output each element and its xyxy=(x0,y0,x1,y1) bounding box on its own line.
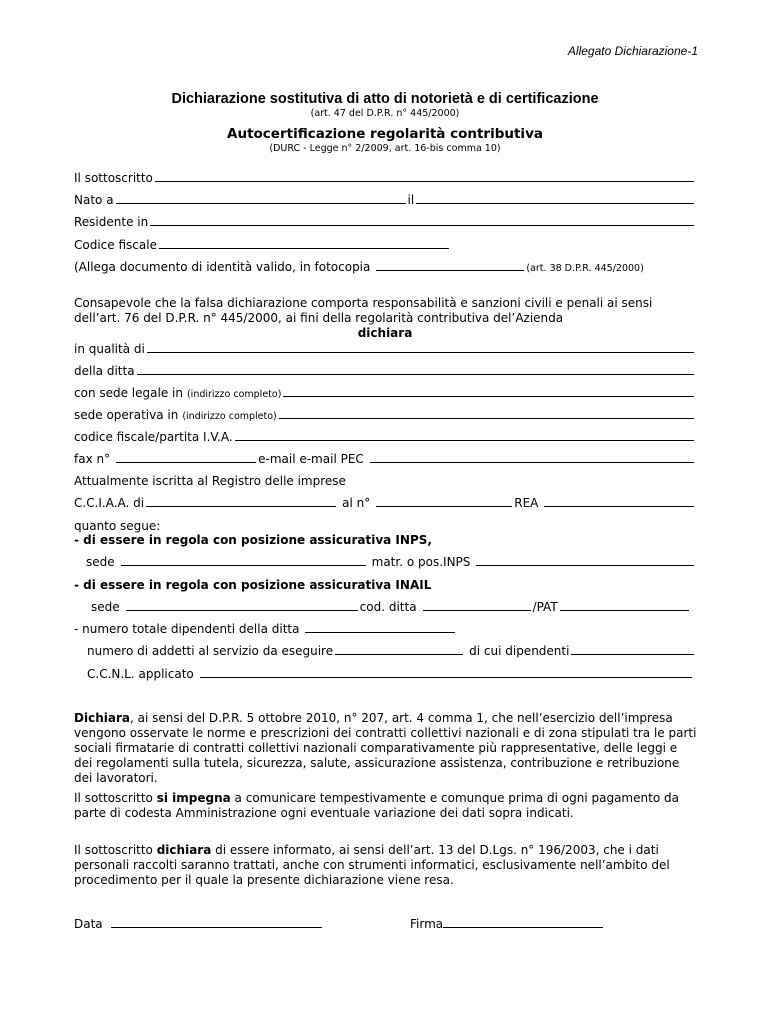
consapevole-text1: Consapevole che la falsa dichiarazione comporta responsabilità e sanzioni civili e penali ai sensi xyxy=(74,296,653,310)
qualita-field[interactable] xyxy=(147,351,694,353)
firma-row xyxy=(410,917,605,931)
rea-field[interactable] xyxy=(544,505,694,507)
ditta-label: della ditta xyxy=(74,364,135,378)
allega-field[interactable] xyxy=(376,269,524,271)
firma-label: Firma xyxy=(410,917,444,931)
fax-field[interactable] xyxy=(116,461,256,463)
numero-addetti-label: numero di addetti al servizio da eseguire xyxy=(87,644,334,658)
qualita-label: in qualità di xyxy=(74,342,145,356)
sede-operativa-label: sede operativa in xyxy=(74,408,179,422)
inail-title: - di essere in regola con posizione assicurativa INAIL xyxy=(74,578,432,592)
paragraph-impegna xyxy=(74,791,698,821)
attualmente-label: Attualmente iscritta al Registro delle imprese xyxy=(74,474,346,488)
paragraph-dichiara xyxy=(74,711,698,786)
second-subtitle: (DURC - Legge n° 2/2009, art. 16-bis comma 10) xyxy=(269,143,501,154)
p3-text: di essere informato, ai sensi dell’art. 13 del D.Lgs. n° 196/2003, che i dati personali raccolti saranno trattati, anche con strumenti informatici, esclusivamente nell’ambito del procedimento per il quale la presente dichiarazione viene resa. xyxy=(74,843,670,887)
consapevole-text2: dell’art. 76 del D.P.R. n° 445/2000, ai fini della regolarità contributiva del’Azienda xyxy=(74,311,564,325)
allega-row xyxy=(74,260,696,274)
al-n-label: al n° xyxy=(342,496,371,510)
inps-matr-field[interactable] xyxy=(476,564,694,566)
sottoscritto-label: Il sottoscritto xyxy=(74,171,153,185)
ccnl-field[interactable] xyxy=(200,676,692,678)
data-row xyxy=(74,917,324,931)
inps-title-row xyxy=(74,533,696,547)
sede-operativa-row xyxy=(74,408,696,422)
inail-sede-field[interactable] xyxy=(126,609,358,611)
p2-text: a comunicare tempestivamente e comunque prima di ogni pagamento da parte di codesta Amministrazione ogni eventuale variazione dei dati sopra indicati. xyxy=(74,791,679,820)
consapevole-line2 xyxy=(74,311,696,325)
sede-legale-row xyxy=(74,386,696,400)
p1-text: , ai sensi del D.P.R. 5 ottobre 2010, n° 207, art. 4 comma 1, che nell’esercizio dell’impresa vengono osservate le norme e prescrizioni dei contratti collettivi nazionali e di zona stipulati tra le parti sociali firmatarie di contratti collettivi nazionali comparativamente più rappresentative, delle leggi e dei regolamenti sulla tutela, sicurezza, salute, assicurazione assistenza, contribuzione e retribuzione dei lavoratori. xyxy=(74,711,697,785)
inail-cod-label: cod. ditta xyxy=(359,600,417,614)
indirizzo-hint-1: (indirizzo completo) xyxy=(186,389,282,400)
sede-legale-field[interactable] xyxy=(283,395,694,397)
cciaa-row xyxy=(74,496,696,510)
email-label: e-mail e-mail PEC xyxy=(258,452,364,466)
p1-bold: Dichiara xyxy=(74,711,130,725)
main-title: Dichiarazione sostitutiva di atto di notorietà e di certificazione xyxy=(171,91,599,107)
numero-totale-row xyxy=(74,622,696,636)
indirizzo-hint-2: (indirizzo completo) xyxy=(182,411,277,422)
codice-piva-label: codice fiscale/partita I.V.A. xyxy=(74,430,233,444)
numero-addetti-field[interactable] xyxy=(335,653,463,655)
sottoscritto-field[interactable] xyxy=(155,180,694,182)
allega-label: (Allega documento di identità valido, in fotocopia xyxy=(74,260,371,274)
sottoscritto-row xyxy=(74,171,696,185)
data-label: Data xyxy=(74,917,103,931)
qualita-row xyxy=(74,342,696,356)
nato-row xyxy=(74,193,696,207)
cciaa-field[interactable] xyxy=(146,505,336,507)
residente-row xyxy=(74,215,696,229)
sede-legale-label: con sede legale in xyxy=(74,386,183,400)
dichiara-heading: dichiara xyxy=(357,326,413,340)
inps-title: - di essere in regola con posizione assicurativa INPS, xyxy=(74,533,432,547)
second-title: Autocertificazione regolarità contributiva xyxy=(227,126,543,142)
codice-piva-row xyxy=(74,430,696,444)
data-field[interactable] xyxy=(111,926,322,928)
nato-label: Nato a xyxy=(74,193,114,207)
di-cui-field[interactable] xyxy=(571,653,694,655)
quanto-segue-row xyxy=(74,519,696,533)
codice-fiscale-row xyxy=(74,238,696,252)
numero-totale-field[interactable] xyxy=(305,631,455,633)
p2-bold: si impegna xyxy=(156,791,231,805)
p3-pre: Il sottoscritto xyxy=(74,843,157,857)
rea-label: REA xyxy=(514,496,539,510)
p3-bold: dichiara xyxy=(156,843,212,857)
inail-pat-field[interactable] xyxy=(560,609,689,611)
quanto-segue-label: quanto segue: xyxy=(74,519,161,533)
inail-title-row xyxy=(74,578,696,592)
numero-addetti-row xyxy=(87,644,696,658)
inps-matr-label: matr. o pos.INPS xyxy=(371,555,471,569)
paragraph-informato xyxy=(74,843,698,888)
codice-piva-field[interactable] xyxy=(235,439,694,441)
codice-fiscale-field[interactable] xyxy=(159,247,449,249)
inps-sede-label: sede xyxy=(86,555,115,569)
fax-label: fax n° xyxy=(74,452,111,466)
email-field[interactable] xyxy=(370,461,694,463)
al-n-field[interactable] xyxy=(376,505,512,507)
inail-cod-field[interactable] xyxy=(423,609,531,611)
inail-sede-label: sede xyxy=(91,600,120,614)
firma-field[interactable] xyxy=(443,926,603,928)
allegato-label: Allegato Dichiarazione-1 xyxy=(567,44,698,58)
il-label: il xyxy=(407,193,415,207)
numero-totale-label: - numero totale dipendenti della ditta xyxy=(74,622,300,636)
di-cui-label: di cui dipendenti xyxy=(469,644,570,658)
nato-field[interactable] xyxy=(116,202,406,204)
sede-operativa-field[interactable] xyxy=(279,417,694,419)
codice-fiscale-label: Codice fiscale xyxy=(74,238,157,252)
attualmente-row xyxy=(74,474,696,488)
residente-label: Residente in xyxy=(74,215,149,229)
main-subtitle: (art. 47 del D.P.R. n° 445/2000) xyxy=(310,108,460,119)
consapevole-line1 xyxy=(74,296,696,310)
allega-art-label: (art. 38 D.P.R. 445/2000) xyxy=(526,263,644,274)
inps-sede-field[interactable] xyxy=(121,564,366,566)
ditta-row xyxy=(74,364,696,378)
fax-email-row xyxy=(74,452,696,466)
inps-row xyxy=(86,555,696,569)
ditta-field[interactable] xyxy=(137,373,694,375)
inail-pat-label: /PAT xyxy=(532,600,558,614)
residente-field[interactable] xyxy=(150,224,694,226)
p2-pre: Il sottoscritto xyxy=(74,791,157,805)
inail-row xyxy=(91,600,691,614)
ccnl-row xyxy=(87,667,694,681)
il-field[interactable] xyxy=(416,202,694,204)
cciaa-label: C.C.I.A.A. di xyxy=(74,496,145,510)
ccnl-label: C.C.N.L. applicato xyxy=(87,667,194,681)
